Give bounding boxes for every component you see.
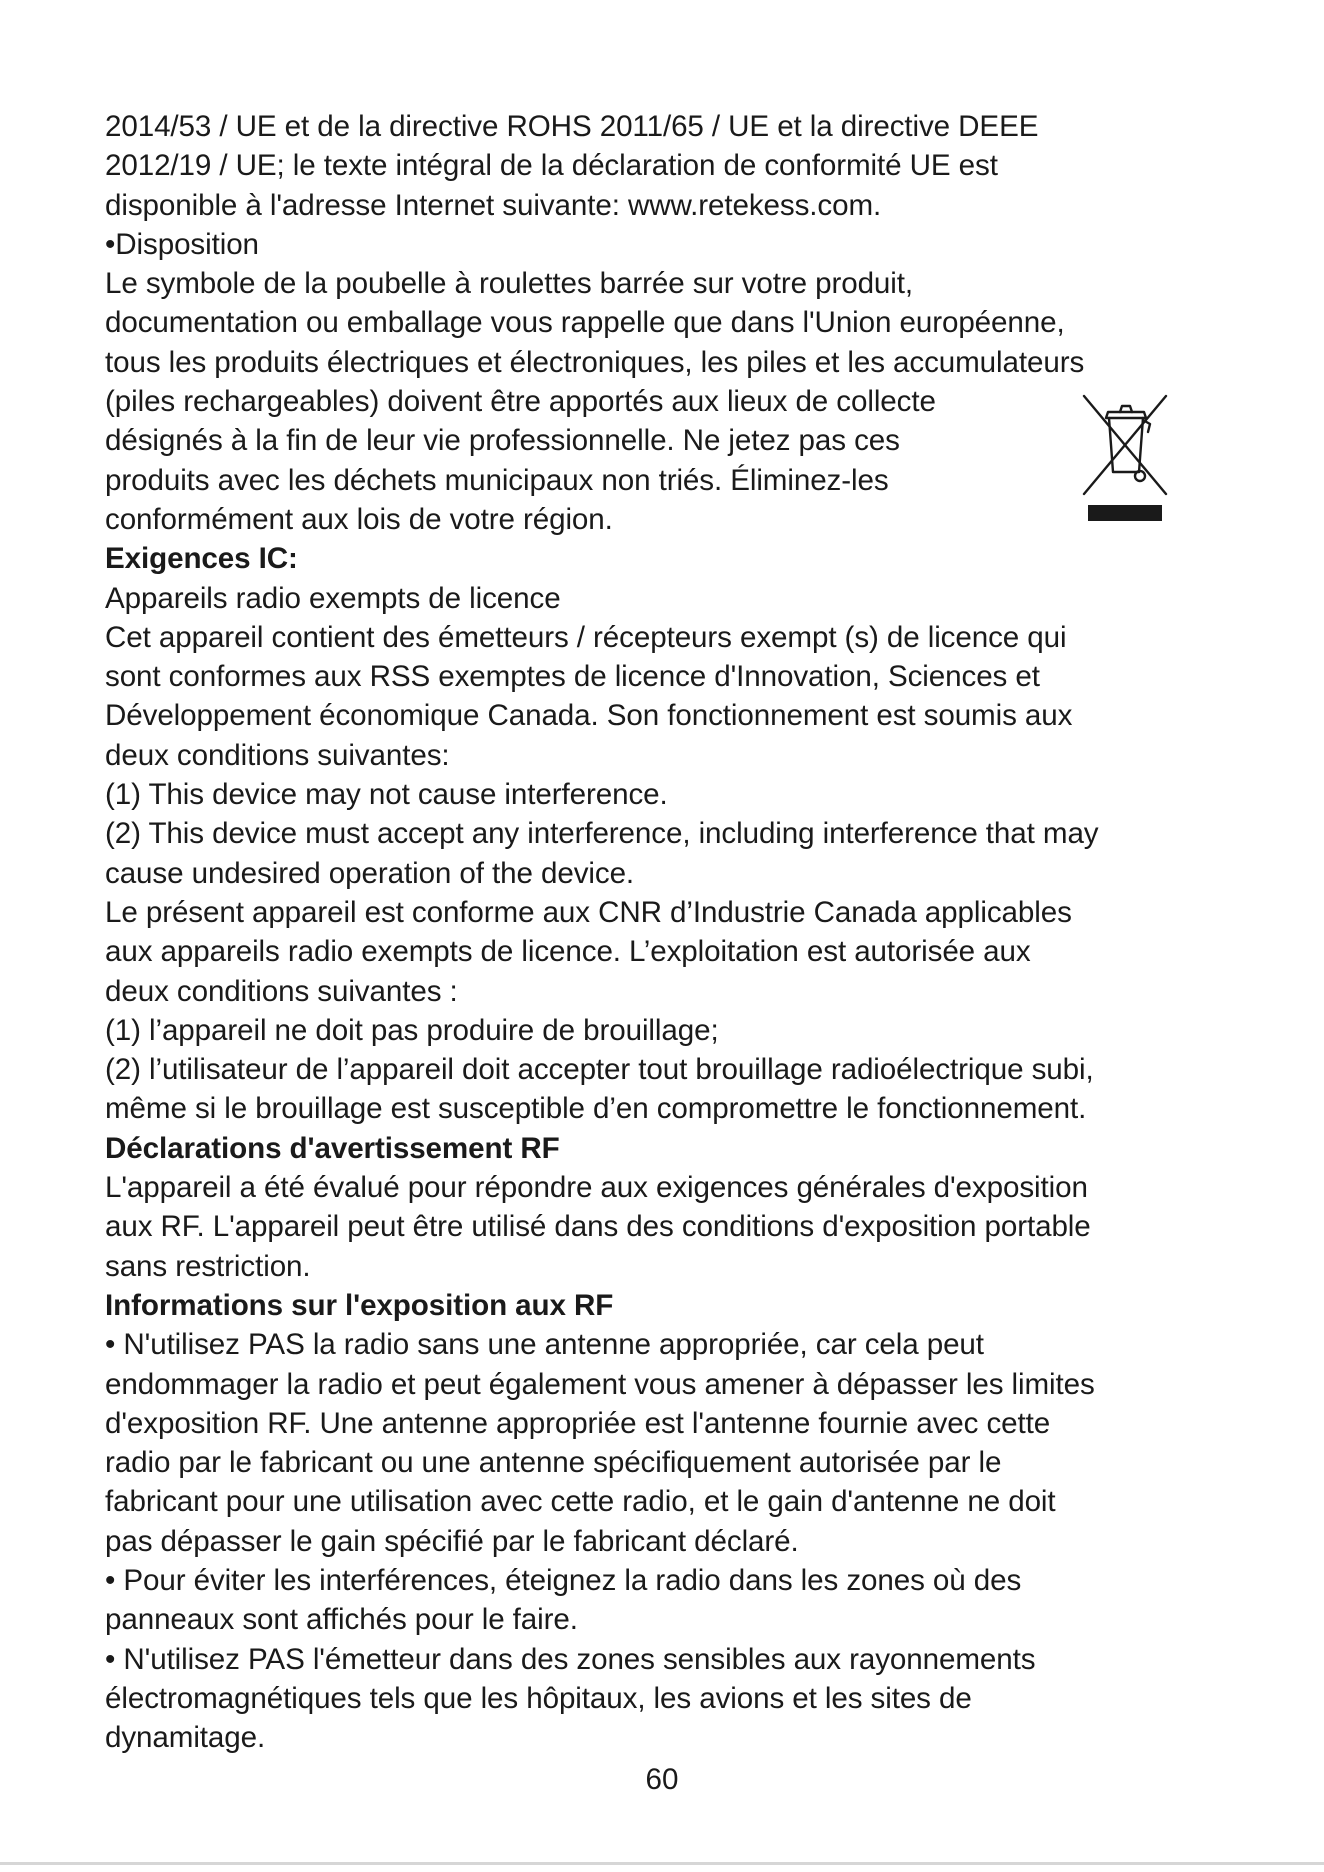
text-line: deux conditions suivantes : [105,974,458,1008]
text-line: pas dépasser le gain spécifié par le fabricant déclaré. [105,1524,799,1558]
text-line: panneaux sont affichés pour le faire. [105,1603,578,1637]
text-line: aux RF. L'appareil peut être utilisé dans des conditions d'exposition portable [105,1210,1091,1244]
text-line: dynamitage. [105,1721,266,1755]
text-line: • N'utilisez PAS la radio sans une antenne appropriée, car cela peut [105,1328,984,1362]
text-line: sont conformes aux RSS exemptes de licence d'Innovation, Sciences et [105,660,1040,694]
text-line: deux conditions suivantes: [105,738,450,772]
document-body [105,107,1255,1757]
text-line: 2014/53 / UE et de la directive ROHS 2011/65 / UE et la directive DEEE [105,110,1039,143]
text-line: Le symbole de la poubelle à roulettes barrée sur votre produit, [105,267,914,301]
text-line: •Disposition [105,227,259,261]
text-line: (2) l’utilisateur de l’appareil doit accepter tout brouillage radioélectrique subi, [105,1053,1094,1087]
text-line: produits avec les déchets municipaux non triés. Éliminez-les [105,463,889,497]
section-heading: Déclarations d'avertissement RF [105,1131,560,1165]
section-heading: Exigences IC: [105,542,298,576]
text-line: cause undesired operation of the device. [105,856,635,890]
text-line: Le présent appareil est conforme aux CNR d’Industrie Canada applicables [105,895,1072,929]
text-line: • N'utilisez PAS l'émetteur dans des zones sensibles aux rayonnements [105,1642,1036,1676]
text-line: d'exposition RF. Une antenne appropriée est l'antenne fournie avec cette [105,1406,1051,1440]
text-line: Développement économique Canada. Son fonctionnement est soumis aux [105,699,1073,733]
text-line: électromagnétiques tels que les hôpitaux, les avions et les sites de [105,1681,972,1715]
text-line: conformément aux lois de votre région. [105,502,613,536]
bottom-divider [0,1862,1324,1865]
text-line: radio par le fabricant ou une antenne spécifiquement autorisée par le [105,1446,1002,1480]
crossed-out-wheelie-bin-icon [1080,390,1170,525]
text-line: L'appareil a été évalué pour répondre aux exigences générales d'exposition [105,1171,1088,1205]
text-line: Appareils radio exempts de licence [105,581,561,615]
text-line: (1) This device may not cause interference. [105,778,668,812]
text-line: (2) This device must accept any interference, including interference that may [105,817,1099,851]
text-line: 2012/19 / UE; le texte intégral de la déclaration de conformité UE est [105,149,998,183]
text-line: désignés à la fin de leur vie professionnelle. Ne jetez pas ces [105,424,900,458]
text-line: documentation ou emballage vous rappelle que dans l'Union européenne, [105,306,1065,340]
text-line: même si le brouillage est susceptible d’en compromettre le fonctionnement. [105,1092,1087,1126]
text-line: (1) l’appareil ne doit pas produire de brouillage; [105,1013,719,1047]
text-line: Cet appareil contient des émetteurs / récepteurs exempt (s) de licence qui [105,620,1067,654]
text-line: sans restriction. [105,1249,311,1283]
text-line: • Pour éviter les interférences, éteignez la radio dans les zones où des [105,1563,1022,1597]
section-heading: Informations sur l'exposition aux RF [105,1288,614,1322]
text-line: endommager la radio et peut également vous amener à dépasser les limites [105,1367,1095,1401]
text-line: disponible à l'adresse Internet suivante: www.retekess.com. [105,188,882,222]
text-line: (piles rechargeables) doivent être apportés aux lieux de collecte [105,385,936,419]
text-line: fabricant pour une utilisation avec cette radio, et le gain d'antenne ne doit [105,1485,1056,1519]
page-number: 60 [645,1763,679,1796]
text-line: tous les produits électriques et électroniques, les piles et les accumulateurs [105,345,1085,379]
text-line: aux appareils radio exempts de licence. L’exploitation est autorisée aux [105,935,1031,969]
